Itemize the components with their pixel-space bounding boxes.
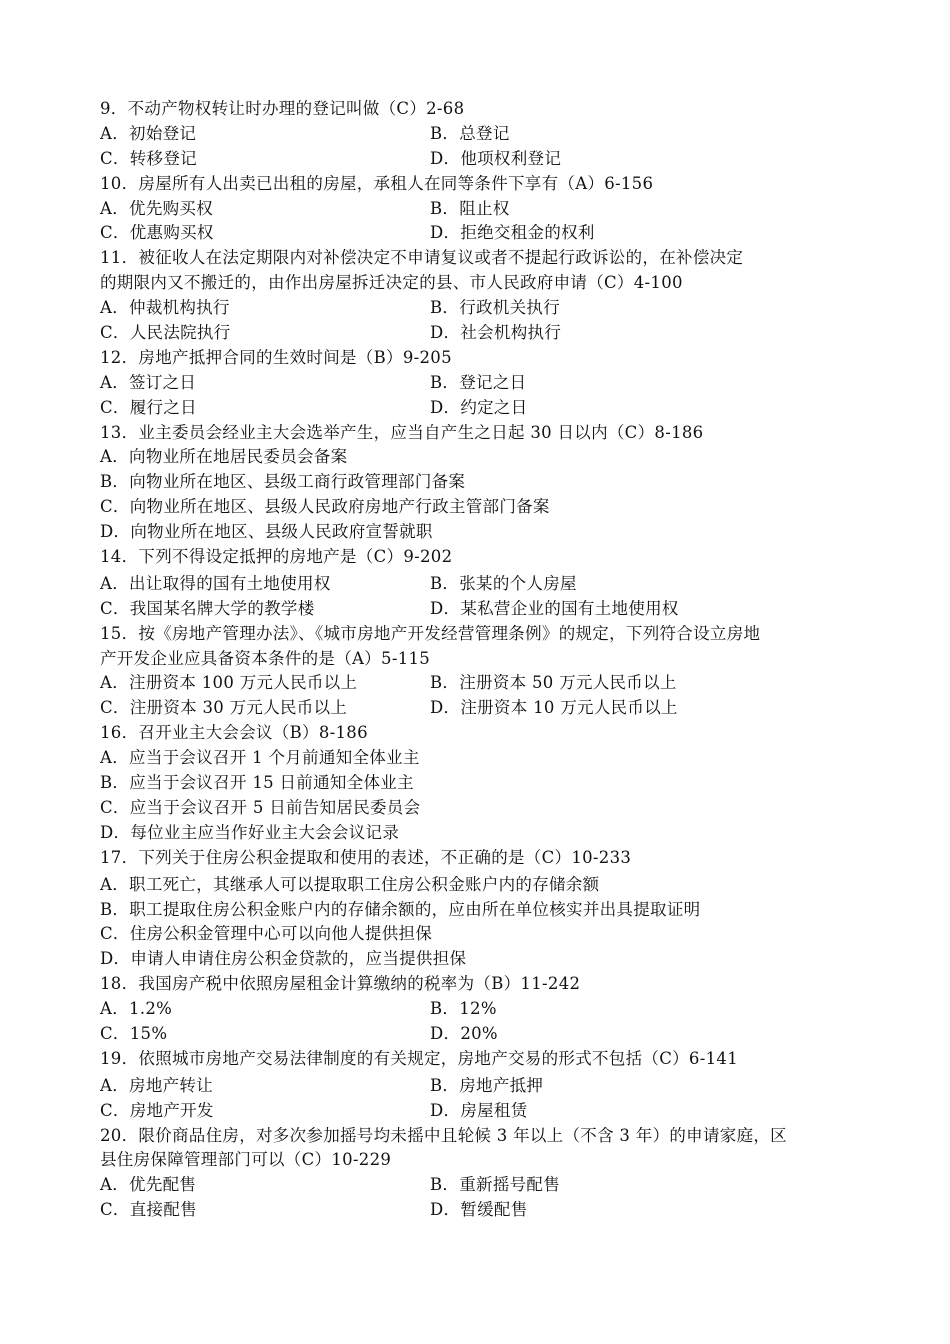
option-b: B．12%	[430, 999, 497, 1019]
option-b: B．登记之日	[430, 372, 527, 392]
option-a: A．优先配售	[100, 1175, 197, 1195]
option-d: D．社会机构执行	[430, 323, 562, 343]
question-15	[100, 622, 870, 722]
option-a: A．初始登记	[100, 123, 197, 143]
option-d: D．20%	[430, 1023, 498, 1043]
option-d: D．某私营企业的国有土地使用权	[430, 598, 679, 618]
option-d: D．每位业主应当作好业主大会会议记录	[100, 822, 400, 842]
option-c: C．人民法院执行	[100, 323, 231, 343]
option-b: B．职工提取住房公积金账户内的存储余额的，应由所在单位核实并出具提取证明	[100, 899, 701, 919]
option-b: B．向物业所在地区、县级工商行政管理部门备案	[100, 472, 466, 492]
option-a: A．1.2%	[100, 999, 173, 1019]
option-c: C．应当于会议召开 5 日前告知居民委员会	[100, 797, 421, 817]
options-row	[100, 396, 870, 421]
option-d: D．拒绝交租金的权利	[430, 223, 595, 243]
option-c: C．优惠购买权	[100, 223, 214, 243]
options-row	[100, 296, 870, 321]
option-a: A．职工死亡，其继承人可以提取职工住房公积金账户内的存储余额	[100, 874, 600, 894]
option-d: D．向物业所在地区、县级人民政府宣誓就职	[100, 522, 433, 542]
option-c: C．住房公积金管理中心可以向他人提供担保	[100, 924, 433, 944]
question-18	[100, 972, 870, 1047]
question-16	[100, 721, 870, 845]
option-d: D．约定之日	[430, 397, 528, 417]
question-stem: 17．下列关于住房公积金提取和使用的表述，不正确的是（C）10-233	[100, 847, 632, 867]
options-row	[100, 197, 870, 222]
option-b: B．行政机关执行	[430, 298, 561, 318]
question-9	[100, 97, 870, 172]
question-stem-continued: 的期限内又不搬迁的，由作出房屋拆迁决定的县、市人民政府申请（C）4-100	[100, 273, 683, 293]
question-stem: 19．依照城市房地产交易法律制度的有关规定，房地产交易的形式不包括（C）6-141	[100, 1048, 738, 1068]
option-a: A．注册资本 100 万元人民币以上	[100, 673, 358, 693]
question-stem: 10．房屋所有人出卖已出租的房屋，承租人在同等条件下享有（A）6-156	[100, 173, 654, 193]
question-stem: 9．不动产物权转让时办理的登记叫做（C）2-68	[100, 99, 465, 118]
question-stem: 15．按《房地产管理办法》、《城市房地产开发经营管理条例》的规定，下列符合设立房地	[100, 623, 761, 643]
question-11	[100, 246, 870, 346]
question-10	[100, 172, 870, 247]
options-row	[100, 147, 870, 172]
options-row	[100, 221, 870, 246]
option-c: C．转移登记	[100, 148, 197, 168]
options-row	[100, 997, 870, 1022]
question-13	[100, 421, 870, 545]
option-b: B．总登记	[430, 123, 510, 143]
options-row	[100, 1074, 870, 1099]
question-14	[100, 545, 870, 622]
option-c: C．直接配售	[100, 1200, 197, 1220]
question-stem: 12．房地产抵押合同的生效时间是（B）9-205	[100, 347, 452, 367]
option-c: C．向物业所在地区、县级人民政府房地产行政主管部门备案	[100, 497, 550, 517]
option-d: D．他项权利登记	[430, 148, 562, 168]
option-b: B．张某的个人房屋	[430, 573, 577, 593]
question-stem: 18．我国房产税中依照房屋租金计算缴纳的税率为（B）11-242	[100, 974, 581, 994]
exam-page	[100, 97, 870, 1223]
option-c: C．注册资本 30 万元人民币以上	[100, 698, 348, 718]
options-row	[100, 572, 870, 597]
option-c: C．房地产开发	[100, 1100, 214, 1120]
option-c: C．15%	[100, 1023, 168, 1043]
question-19	[100, 1047, 870, 1124]
options-row	[100, 122, 870, 147]
options-row	[100, 1099, 870, 1124]
options-row	[100, 371, 870, 396]
question-stem: 14．下列不得设定抵押的房地产是（C）9-202	[100, 547, 453, 567]
option-d: D．房屋租赁	[430, 1100, 528, 1120]
question-stem: 13．业主委员会经业主大会选举产生，应当自产生之日起 30 日以内（C）8-186	[100, 422, 704, 442]
option-b: B．房地产抵押	[430, 1075, 544, 1095]
options-row	[100, 597, 870, 622]
option-a: A．出让取得的国有土地使用权	[100, 573, 331, 593]
option-a: A．优先购买权	[100, 198, 214, 218]
question-17	[100, 846, 870, 972]
options-row	[100, 1173, 870, 1198]
option-c: C．履行之日	[100, 397, 197, 417]
question-stem: 11．被征收人在法定期限内对补偿决定不申请复议或者不提起行政诉讼的，在补偿决定	[100, 248, 744, 268]
question-stem: 16．召开业主大会会议（B）8-186	[100, 723, 368, 743]
option-a: A．向物业所在地居民委员会备案	[100, 447, 348, 467]
options-row	[100, 1198, 870, 1223]
options-row	[100, 1022, 870, 1047]
option-a: A．签订之日	[100, 372, 197, 392]
question-12	[100, 346, 870, 421]
options-row	[100, 321, 870, 346]
option-b: B．阻止权	[430, 198, 510, 218]
question-20	[100, 1124, 870, 1224]
question-stem-continued: 产开发企业应具备资本条件的是（A）5-115	[100, 648, 431, 668]
option-a: A．应当于会议召开 1 个月前通知全体业主	[100, 748, 420, 768]
options-row	[100, 671, 870, 696]
option-a: A．房地产转让	[100, 1075, 214, 1095]
option-a: A．仲裁机构执行	[100, 298, 230, 318]
options-row	[100, 696, 870, 721]
option-d: D．申请人申请住房公积金贷款的，应当提供担保	[100, 949, 467, 969]
question-stem: 20．限价商品住房，对多次参加摇号均未摇中且轮候 3 年以上（不含 3 年）的申请家庭，区	[100, 1125, 787, 1145]
option-d: D．注册资本 10 万元人民币以上	[430, 698, 678, 718]
option-b: B．重新摇号配售	[430, 1175, 561, 1195]
option-c: C．我国某名牌大学的教学楼	[100, 598, 315, 618]
option-b: B．注册资本 50 万元人民币以上	[430, 673, 677, 693]
option-b: B．应当于会议召开 15 日前通知全体业主	[100, 773, 414, 793]
question-stem-continued: 县住房保障管理部门可以（C）10-229	[100, 1150, 392, 1170]
option-d: D．暂缓配售	[430, 1200, 528, 1220]
